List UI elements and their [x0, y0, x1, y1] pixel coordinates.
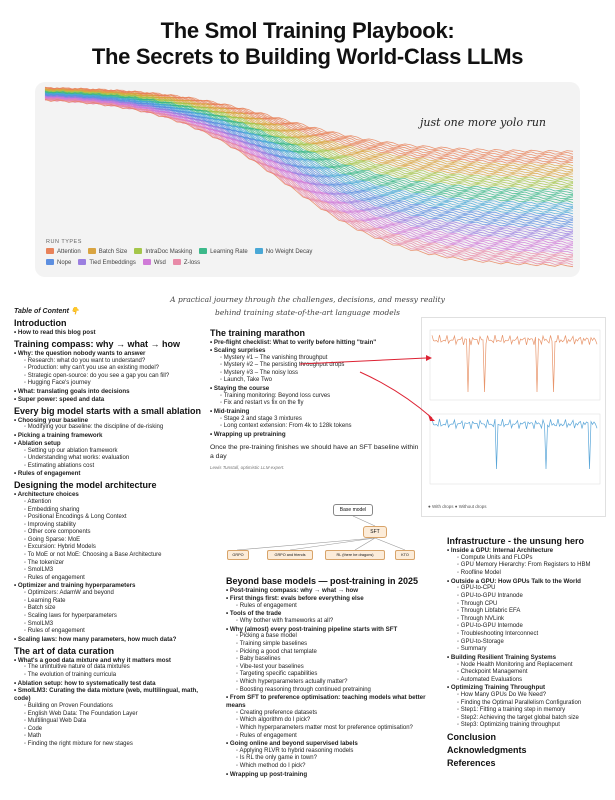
toc-item[interactable]: ◦ Step1: Fitting a training step in memory [447, 707, 607, 715]
toc-subsection[interactable]: • Optimizing Training Throughput [447, 684, 607, 692]
toc-subsection[interactable]: • Ablation setup [14, 440, 214, 448]
toc-subsection[interactable]: • Pre-flight checklist: What to verify before hitting "train" [210, 339, 420, 347]
toc-item[interactable]: ◦ Strategic open-source: do you see a gap you can fill? [14, 373, 214, 381]
toc-item[interactable]: ◦ Rules of engagement [14, 575, 214, 583]
toc-item[interactable]: ◦ Finding the Optimal Parallelism Configuration [447, 700, 607, 708]
toc-item[interactable]: ◦ Mystery #2 – The persisting throughput drops [210, 362, 420, 370]
toc-item[interactable]: ◦ Through NVLink [447, 616, 607, 624]
toc-item[interactable]: ◦ Production: why can't you use an existing model? [14, 365, 214, 373]
quote-signature: Lewis Tunstall, optimistic LLM expert. [210, 464, 285, 470]
toc-column-4 [447, 534, 607, 769]
toc-subsection[interactable]: • Rules of engagement [14, 470, 214, 478]
tagline-line-1: A practical journey through the challenges, decisions, and messy reality [170, 295, 445, 304]
toc-item[interactable]: ◦ GPU-to-GPU Internode [447, 623, 607, 631]
toc-item[interactable]: ◦ Which hyperparameters actually matter? [226, 679, 441, 687]
toc-subsection[interactable]: • What's a good data mixture and why it matters most [14, 657, 214, 665]
tree-leaf-kto: KTO [395, 550, 415, 560]
toc-item[interactable]: ◦ GPU-to-CPU [447, 585, 607, 593]
toc-subsection[interactable]: • Scaling surprises [210, 347, 420, 355]
toc-item[interactable]: ◦ Node Health Monitoring and Replacement [447, 662, 607, 670]
toc-item[interactable]: ◦ Summary [447, 646, 607, 654]
toc-item[interactable]: ◦ Attention [14, 499, 214, 507]
toc-item[interactable]: ◦ Step3: Optimizing training throughput [447, 722, 607, 730]
toc-item[interactable]: ◦ Targeting specific capabilities [226, 671, 441, 679]
toc-item[interactable]: ◦ Learning Rate [14, 598, 214, 606]
toc-item[interactable]: ◦ Code [14, 726, 214, 734]
toc-section[interactable]: Training compass: why → what → how [14, 338, 181, 349]
toc-item[interactable]: ◦ Fix and restart vs fix on the fly [210, 400, 420, 408]
arrow-2 [360, 372, 432, 418]
toc-subsection[interactable]: • Picking a training framework [14, 432, 214, 440]
tree-leaf-rl: RL (there be dragons) [325, 550, 385, 560]
toc-item[interactable]: ◦ Rules of engagement [226, 603, 441, 611]
toc-item[interactable]: ◦ Going Sparse: MoE [14, 537, 214, 545]
arrow-1-head [426, 355, 432, 361]
legend-label: No Weight Decay [265, 249, 313, 255]
toc-item[interactable]: ◦ Multilingual Web Data [14, 718, 214, 726]
toc-subsection[interactable]: • Mid-training [210, 408, 420, 416]
toc-section[interactable]: Introduction [14, 318, 67, 328]
toc-section[interactable]: Designing the model architecture [14, 480, 157, 491]
toc-item[interactable]: ◦ Research: what do you want to understand? [14, 358, 214, 366]
toc-section[interactable]: Infrastructure - the unsung hero [447, 536, 585, 546]
legend-label: Z-loss [183, 260, 201, 266]
toc-column-3 [226, 574, 441, 778]
title-line-1: The Smol Training Playbook: [160, 18, 455, 43]
legend-label: Learning Rate [210, 249, 248, 255]
arrow-1 [300, 358, 426, 364]
toc-subsection[interactable]: • SmolLM3: Curating the data mixture (web, multilingual, math, code) [14, 687, 214, 703]
toc-section[interactable]: Beyond base models — post-training in 2025 [226, 576, 419, 586]
toc-subsection[interactable]: • What: translating goals into decisions [14, 388, 214, 396]
sft-quote: Once the pre-training finishes we should have an SFT baseline within a day [210, 443, 419, 460]
toc-subsection[interactable]: • From SFT to preference optimisation: teaching models what better means [226, 694, 441, 710]
toc-heading: Table of Content 👇 [14, 308, 80, 315]
hero-annotation: just one more yolo run [420, 116, 546, 129]
tree-leaf-grpo-friends: GRPO and friends [267, 550, 313, 560]
toc-item[interactable]: ◦ Rules of engagement [14, 628, 214, 636]
toc-item[interactable]: ◦ Which method do I pick? [226, 763, 441, 771]
toc-subsection[interactable]: • Choosing your baseline [14, 417, 214, 425]
toc-item[interactable]: ◦ Launch, Take Two [210, 377, 420, 385]
plot-legend: ● With drops ● Without drops [428, 504, 487, 509]
toc-item[interactable]: ◦ Training monitoring: Beyond loss curves [210, 393, 420, 401]
toc-subsection[interactable]: • Building Resilient Training Systems [447, 654, 607, 662]
toc-item[interactable]: ◦ The tokenizer [14, 560, 214, 568]
toc-subsection[interactable]: • Architecture choices [14, 491, 214, 499]
toc-subsection[interactable]: • Why: the question nobody wants to answer [14, 350, 214, 358]
toc-item[interactable]: ◦ GPU-to-Storage [447, 639, 607, 647]
toc-subsection[interactable]: • Post-training compass: why → what → how [226, 587, 441, 595]
toc-subsection[interactable]: • Optimizer and training hyperparameters [14, 582, 214, 590]
toc-item[interactable]: ◦ Which hyperparameters matter most for preference optimisation? [226, 725, 441, 733]
toc-item[interactable]: ◦ Baby baselines [226, 656, 441, 664]
toc-section[interactable]: The art of data curation [14, 645, 115, 656]
run-types-label: RUN TYPES [46, 239, 82, 245]
toc-item[interactable]: ◦ Optimizers: AdamW and beyond [14, 590, 214, 598]
toc-item[interactable]: ◦ Batch size [14, 605, 214, 613]
toc-section[interactable]: Every big model starts with a small ablation [14, 405, 202, 416]
legend-label: Attention [57, 249, 81, 255]
toc-section[interactable]: Conclusion [447, 732, 496, 743]
toc-subsection[interactable]: • Wrapping up post-training [226, 771, 441, 779]
toc-subsection[interactable]: • Going online and beyond supervised labels [226, 740, 441, 748]
toc-item[interactable]: ◦ English Web Data: The Foundation Layer [14, 711, 214, 719]
toc-item[interactable]: ◦ Picking a base model [226, 633, 441, 641]
toc-item[interactable]: ◦ Improving stability [14, 522, 214, 530]
toc-item[interactable]: ◦ Picking a good chat template [226, 649, 441, 657]
toc-item[interactable]: ◦ To MoE or not MoE: Choosing a Base Architecture [14, 552, 214, 560]
toc-subsection[interactable]: • Inside a GPU: Internal Architecture [447, 547, 607, 555]
toc-item[interactable]: ◦ Vibe-test your baselines [226, 664, 441, 672]
toc-item[interactable]: ◦ Mystery #1 – The vanishing throughput [210, 355, 420, 363]
toc-subsection[interactable]: • Super power: speed and data [14, 396, 214, 404]
toc-subsection[interactable]: • Why (almost) every post-training pipeline starts with SFT [226, 626, 441, 634]
toc-item[interactable]: ◦ Setting up our ablation framework [14, 448, 214, 456]
toc-item[interactable]: ◦ Why bother with frameworks at all? [226, 618, 441, 626]
tree-leaf-grpo: GRPO [227, 550, 249, 560]
toc-item[interactable]: ◦ Embedding sharing [14, 507, 214, 515]
toc-subsection[interactable]: • Staying the course [210, 385, 420, 393]
toc-item[interactable]: ◦ Troubleshooting Interconnect [447, 631, 607, 639]
toc-item[interactable]: ◦ Excursion: Hybrid Models [14, 544, 214, 552]
toc-item[interactable]: ◦ SmolLM3 [14, 567, 214, 575]
legend-label: Tied Embeddings [89, 260, 136, 266]
toc-item[interactable]: ◦ Training simple baselines [226, 641, 441, 649]
toc-subsection[interactable]: • Scaling laws: how many parameters, how much data? [14, 636, 214, 644]
toc-subsection[interactable]: • First things first: evals before everything else [226, 595, 441, 603]
toc-subsection[interactable]: • Ablation setup: how to systematically test data [14, 680, 214, 688]
toc-item[interactable]: ◦ Through CPU [447, 601, 607, 609]
toc-item[interactable]: ◦ Scaling laws for hyperparameters [14, 613, 214, 621]
toc-item[interactable]: ◦ How Many GPUs Do We Need? [447, 692, 607, 700]
arrow-2-head [428, 414, 435, 421]
tree-sft: SFT [363, 526, 387, 538]
toc-item[interactable]: ◦ Rules of engagement [226, 733, 441, 741]
toc-item[interactable]: ◦ Finding the right mixture for new stages [14, 741, 214, 749]
toc-item[interactable]: ◦ Checkpoint Management [447, 669, 607, 677]
toc-item[interactable]: ◦ Estimating ablations cost [14, 463, 214, 471]
toc-section[interactable]: References [447, 758, 496, 769]
toc-item[interactable]: ◦ Automated Evaluations [447, 677, 607, 685]
toc-item[interactable]: ◦ Roofline Model [447, 570, 607, 578]
toc-subsection[interactable]: • Tools of the trade [226, 610, 441, 618]
toc-item[interactable]: ◦ Hugging Face's journey [14, 380, 214, 388]
tree-base-model: Base model [333, 504, 373, 516]
tagline-line-2: behind training state-of-the-art language models [215, 308, 400, 317]
toc-section[interactable]: Acknowledgments [447, 745, 527, 756]
toc-item[interactable]: ◦ Applying RLVR to hybrid reasoning models [226, 748, 441, 756]
toc-item[interactable]: ◦ Math [14, 733, 214, 741]
toc-item[interactable]: ◦ Which algorithm do I pick? [226, 717, 441, 725]
legend-label: IntraDoc Masking [145, 249, 193, 255]
toc-item[interactable]: ◦ Long context extension: From 4k to 128k tokens [210, 423, 420, 431]
toc-item[interactable]: ◦ Boosting reasoning through continued pretraining [226, 687, 441, 695]
toc-item[interactable]: ◦ Compute Units and FLOPs [447, 555, 607, 563]
toc-item[interactable]: ◦ GPU-to-GPU Intranode [447, 593, 607, 601]
toc-item[interactable]: ◦ Building on Proven Foundations [14, 703, 214, 711]
toc-item[interactable]: ◦ Mystery #3 – The noisy loss [210, 370, 420, 378]
toc-item[interactable]: ◦ Step2: Achieving the target global batch size [447, 715, 607, 723]
toc-subsection[interactable]: • Wrapping up pretraining [210, 431, 420, 439]
toc-item[interactable]: ◦ SmolLM3 [14, 621, 214, 629]
legend-label: Wsd [153, 260, 166, 266]
toc-item[interactable]: ◦ Creating preference datasets [226, 710, 441, 718]
toc-section[interactable]: The training marathon [210, 328, 306, 338]
legend-label: Nope [57, 260, 72, 266]
toc-item[interactable]: ◦ The unintuitive nature of data mixtures [14, 664, 214, 672]
toc-item[interactable]: ◦ Modifying your baseline: the discipline of de-risking [14, 424, 214, 432]
toc-item[interactable]: ◦ The evolution of training curricula [14, 672, 214, 680]
post-training-tree [225, 500, 425, 560]
toc-item[interactable]: ◦ Is RL the only game in town? [226, 755, 441, 763]
toc-item[interactable]: ◦ Understanding what works: evaluation [14, 455, 214, 463]
legend-label: Batch Size [98, 249, 128, 255]
toc-subsection[interactable]: • Outside a GPU: How GPUs Talk to the World [447, 578, 607, 586]
toc-item[interactable]: ◦ Other core components [14, 529, 214, 537]
toc-subsection[interactable]: • How to read this blog post [14, 329, 214, 337]
title-line-2: The Secrets to Building World-Class LLMs [91, 44, 524, 69]
toc-item[interactable]: ◦ Stage 2 and stage 3 mixtures [210, 416, 420, 424]
toc-item[interactable]: ◦ Positional Encodings & Long Context [14, 514, 214, 522]
toc-item[interactable]: ◦ Through Libfabric EFA [447, 608, 607, 616]
toc-item[interactable]: ◦ GPU Memory Hierarchy: From Registers to HBM [447, 562, 607, 570]
